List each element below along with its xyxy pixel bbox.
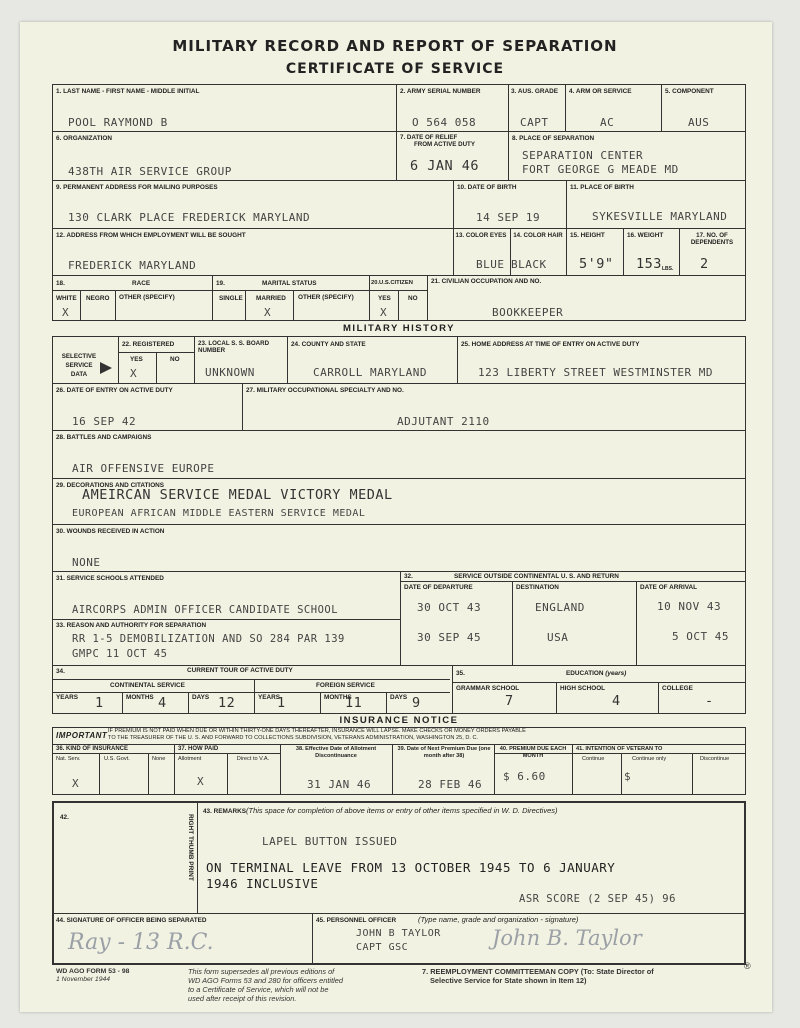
value-remark-4: ASR SCORE (2 SEP 45) 96 <box>519 893 676 905</box>
label-education: EDUCATION (years) <box>566 670 627 677</box>
label-thumb-print: RIGHT THUMB PRINT <box>187 814 194 881</box>
label-signature-officer-separated: 44. SIGNATURE OF OFFICER BEING SEPARATED <box>56 917 207 924</box>
value-for-months: 11 <box>345 695 363 711</box>
value-schools: AIRCORPS ADMIN OFFICER CANDIDATE SCHOOL <box>72 604 339 616</box>
label-personnel-note: (Type name, grade and organization - signature) <box>418 915 579 924</box>
label-pob: 11. PLACE OF BIRTH <box>570 184 634 191</box>
value-dob: 14 SEP 19 <box>476 211 541 224</box>
label-relief-date: 7. DATE OF RELIEF FROM ACTIVE DUTY <box>400 134 475 148</box>
value-battles: AIR OFFENSIVE EUROPE <box>72 462 215 475</box>
supersede-notice: This form supersedes all previous editions of WD AGO Forms 53 and 280 for officers entitled to a Certificate of Service, which will not be used after receipt of this revision. <box>188 967 343 1003</box>
label-for-days: DAYS <box>390 694 408 701</box>
label-none: None <box>152 756 166 762</box>
label-no: NO <box>408 295 418 302</box>
value-height: 5'9" <box>579 256 614 272</box>
label-departure: DATE OF DEPARTURE <box>404 584 473 591</box>
value-grade: CAPT <box>520 116 549 129</box>
value-remark-1: LAPEL BUTTON ISSUED <box>262 835 398 848</box>
label-height: 15. HEIGHT <box>570 232 605 239</box>
registered-mark: ® <box>744 961 751 971</box>
value-for-days: 9 <box>412 695 421 711</box>
label-grade: 3. AUS. GRADE <box>511 88 558 95</box>
label-discontinue: Discontinue <box>700 756 730 762</box>
value-grammar: 7 <box>505 693 514 709</box>
value-wounds: NONE <box>72 556 101 569</box>
value-occupation: BOOKKEEPER <box>492 306 564 319</box>
label-reg-yes: YES <box>130 356 143 363</box>
label-race-other: OTHER (SPECIFY) <box>119 294 175 301</box>
label-kind-insurance: 36. KIND OF INSURANCE <box>56 746 129 752</box>
label-35: 35. <box>456 670 465 677</box>
label-allot-date: 38. Effective Date of Allotment Discontinuance <box>295 746 377 759</box>
label-dob: 10. DATE OF BIRTH <box>457 184 517 191</box>
label-weight: 16. WEIGHT <box>627 232 664 239</box>
value-remark-3: 1946 INCLUSIVE <box>206 876 319 891</box>
value-remark-2: ON TERMINAL LEAVE FROM 13 OCTOBER 1945 TO 6 JANUARY <box>206 860 616 875</box>
label-cont-months: MONTHS <box>126 694 154 701</box>
selective-arrow-icon <box>100 362 112 374</box>
label-42: 42. <box>60 814 69 821</box>
label-yes: YES <box>378 295 391 302</box>
label-how-paid: 37. HOW PAID <box>178 746 219 752</box>
label-current-tour: CURRENT TOUR OF ACTIVE DUTY <box>187 667 293 674</box>
value-high: 4 <box>612 693 621 709</box>
label-continue: Continue <box>582 756 605 762</box>
section-military-history: MILITARY HISTORY <box>343 323 455 334</box>
value-name: POOL RAYMOND B <box>68 116 168 129</box>
value-emp-address: FREDERICK MARYLAND <box>68 259 197 272</box>
label-premium-due: 40. PREMIUM DUE EACH MONTH <box>499 746 567 759</box>
label-battles: 28. BATTLES AND CAMPAIGNS <box>56 434 152 441</box>
label-cont-days: DAYS <box>192 694 210 701</box>
value-place-separation-2: FORT GEORGE G MEADE MD <box>522 163 679 176</box>
label-allotment: Allotment <box>178 756 202 762</box>
label-us-govt: U.S. Govt. <box>104 756 130 762</box>
label-selective-data: SELECTIVE SERVICE DATA <box>61 353 97 378</box>
label-organization: 6. ORGANIZATION <box>56 135 112 142</box>
form-number: WD AGO FORM 53 - 98 1 November 1944 <box>56 968 130 983</box>
label-arrival: DATE OF ARRIVAL <box>640 584 698 591</box>
label-personnel-officer: 45. PERSONNEL OFFICER <box>316 917 397 924</box>
label-for-months: MONTHS <box>324 694 352 701</box>
veteran-signature: Ray - 13 R.C. <box>68 930 214 955</box>
label-continental: CONTINENTAL SERVICE <box>110 682 185 689</box>
label-mos: 27. MILITARY OCCUPATIONAL SPECIALTY AND NO. <box>246 387 404 394</box>
mark-nat-serv: X <box>72 777 80 790</box>
value-arrival-2: 5 OCT 45 <box>672 630 729 643</box>
label-foreign: FOREIGN SERVICE <box>316 682 375 689</box>
label-direct: Direct to V.A. <box>236 756 270 762</box>
label-component: 5. COMPONENT <box>665 88 714 95</box>
label-reason: 33. REASON AND AUTHORITY FOR SEPARATION <box>56 622 207 629</box>
label-college: COLLEGE <box>662 685 693 692</box>
important-text-2: TO THE TREASURER OF THE U. S. AND FORWARD TO COLLECTIONS SUBDIVISION, VETERANS ADMINISTRATION, WASHINGTON 25, D. C. <box>108 735 479 741</box>
value-reason-1: RR 1-5 DEMOBILIZATION AND SO 284 PAR 139 <box>72 633 345 645</box>
value-cont-days: 12 <box>218 695 236 711</box>
value-cont-months: 4 <box>158 695 167 711</box>
value-hair: BLACK <box>511 258 547 271</box>
value-college: - <box>705 693 714 709</box>
value-entry-date: 16 SEP 42 <box>72 415 137 428</box>
label-single: SINGLE <box>219 295 243 302</box>
label-intention: 41. INTENTION OF VETERAN TO <box>576 746 663 752</box>
label-registered: 22. REGISTERED <box>122 341 175 348</box>
label-entry-date: 26. DATE OF ENTRY ON ACTIVE DUTY <box>56 387 173 394</box>
label-remarks-note: (This space for completion of above items or entry of other items specified in W. D. Directives) <box>246 806 558 815</box>
form-title: MILITARY RECORD AND REPORT OF SEPARATION <box>172 37 618 55</box>
mark-allotment: X <box>197 775 205 788</box>
label-important: IMPORTANT <box>56 731 108 740</box>
value-officer-name: JOHN B TAYLOR <box>356 928 441 939</box>
label-white: WHITE <box>56 295 77 302</box>
label-grammar: GRAMMAR SCHOOL <box>456 685 520 692</box>
value-departure-2: 30 SEP 45 <box>417 631 482 644</box>
label-lbs: LBS. <box>662 266 674 272</box>
value-departure-1: 30 OCT 43 <box>417 601 482 614</box>
label-reg-no: NO <box>170 356 180 363</box>
value-allot-date: 31 JAN 46 <box>307 778 372 791</box>
value-serial: O 564 058 <box>412 116 477 129</box>
section-insurance-notice: INSURANCE NOTICE <box>339 715 459 726</box>
value-decorations-2: EUROPEAN AFRICAN MIDDLE EASTERN SERVICE MEDAL <box>72 508 366 519</box>
label-negro: NEGRO <box>86 295 110 302</box>
label-nat-serv: Nat. Serv. <box>56 756 81 762</box>
label-race: RACE <box>132 280 151 287</box>
label-serial: 2. ARMY SERIAL NUMBER <box>400 88 481 95</box>
mark-citizen-yes: X <box>380 306 388 319</box>
label-destination: DESTINATION <box>516 584 559 591</box>
value-arrival-1: 10 NOV 43 <box>657 600 722 613</box>
label-32: 32. <box>404 573 413 580</box>
label-for-years: YEARS <box>258 694 281 701</box>
mark-married: X <box>264 306 272 319</box>
label-married: MARRIED <box>256 295 286 302</box>
mark-registered-yes: X <box>130 367 138 380</box>
label-high: HIGH SCHOOL <box>560 685 606 692</box>
label-hair: 14. COLOR HAIR <box>513 232 563 239</box>
label-schools: 31. SERVICE SCHOOLS ATTENDED <box>56 575 164 582</box>
value-reason-2: GMPC 11 OCT 45 <box>72 648 168 660</box>
copy-notice: 7. REEMPLOYMENT COMMITTEEMAN COPY (To: State Director of Selective Service for State shown in Item 12) <box>422 967 654 985</box>
label-continue-only: Continue only <box>632 756 667 762</box>
label-emp-address: 12. ADDRESS FROM WHICH EMPLOYMENT WILL BE SOUGHT <box>56 232 246 239</box>
value-next-premium: 28 FEB 46 <box>418 778 483 791</box>
label-decorations: 29. DECORATIONS AND CITATIONS <box>56 482 165 489</box>
label-dependents: 17. NO. OF DEPENDENTS <box>690 232 734 246</box>
label-remarks: 43. REMARKS <box>203 808 246 815</box>
label-eyes: 13. COLOR EYES <box>455 232 507 239</box>
label-wounds: 30. WOUNDS RECEIVED IN ACTION <box>56 528 165 535</box>
mark-race-white: X <box>62 306 70 319</box>
value-perm-address: 130 CLARK PLACE FREDERICK MARYLAND <box>68 211 311 224</box>
value-county: CARROLL MARYLAND <box>313 366 427 379</box>
value-for-years: 1 <box>277 695 286 711</box>
officer-signature: John B. Taylor <box>492 926 642 950</box>
label-occupation: 21. CIVILIAN OCCUPATION AND NO. <box>431 278 542 285</box>
value-board: UNKNOWN <box>205 366 255 379</box>
label-board: 23. LOCAL S. S. BOARD NUMBER <box>198 340 270 354</box>
value-dependents: 2 <box>700 256 709 272</box>
label-name: 1. LAST NAME - FIRST NAME - MIDDLE INITIAL <box>56 88 200 95</box>
value-arm: AC <box>600 116 615 129</box>
value-premium: $ 6.60 <box>503 770 546 783</box>
value-mos: ADJUTANT 2110 <box>397 415 490 428</box>
value-destination-2: USA <box>547 631 569 644</box>
label-service-outside: SERVICE OUTSIDE CONTINENTAL U. S. AND RETURN <box>454 573 619 580</box>
value-place-separation-1: SEPARATION CENTER <box>522 149 644 162</box>
form-subtitle: CERTIFICATE OF SERVICE <box>285 61 505 77</box>
important-text-1: IF PREMIUM IS NOT PAID WHEN DUE OR WITHIN THIRTY-ONE DAYS THEREAFTER, INSURANCE WILL LAPSE. MAKE CHECKS OR MONEY ORDERS PAYABLE <box>108 728 526 734</box>
value-pob: SYKESVILLE MARYLAND <box>592 210 728 223</box>
label-next-premium: 39. Date of Next Premium Due (one month after 38) <box>397 746 491 759</box>
label-cont-years: YEARS <box>56 694 79 701</box>
value-officer-grade: CAPT GSC <box>356 942 409 953</box>
value-cont-years: 1 <box>95 695 104 711</box>
value-destination-1: ENGLAND <box>535 601 585 614</box>
label-place-separation: 8. PLACE OF SEPARATION <box>512 135 595 142</box>
value-relief-date: 6 JAN 46 <box>410 158 480 174</box>
label-home-address: 25. HOME ADDRESS AT TIME OF ENTRY ON ACTIVE DUTY <box>461 341 640 348</box>
label-perm-address: 9. PERMANENT ADDRESS FOR MAILING PURPOSES <box>56 184 218 191</box>
label-citizen: 20.U.S.CITIZEN <box>371 280 413 286</box>
label-county: 24. COUNTY AND STATE <box>291 341 366 348</box>
mark-continue: $ <box>624 770 632 783</box>
label-19: 19. <box>216 280 225 287</box>
label-34: 34. <box>56 668 65 675</box>
value-organization: 438TH AIR SERVICE GROUP <box>68 165 232 178</box>
label-marital-other: OTHER (SPECIFY) <box>298 294 354 301</box>
value-component: AUS <box>688 116 710 129</box>
value-weight: 153 <box>636 256 662 272</box>
value-home-address: 123 LIBERTY STREET WESTMINSTER MD <box>478 366 714 379</box>
label-marital: MARITAL STATUS <box>262 280 317 287</box>
value-decorations-1: AMEIRCAN SERVICE MEDAL VICTORY MEDAL <box>82 487 393 503</box>
value-eyes: BLUE <box>476 258 505 271</box>
label-18: 18. <box>56 280 65 287</box>
label-arm: 4. ARM OR SERVICE <box>569 88 632 95</box>
